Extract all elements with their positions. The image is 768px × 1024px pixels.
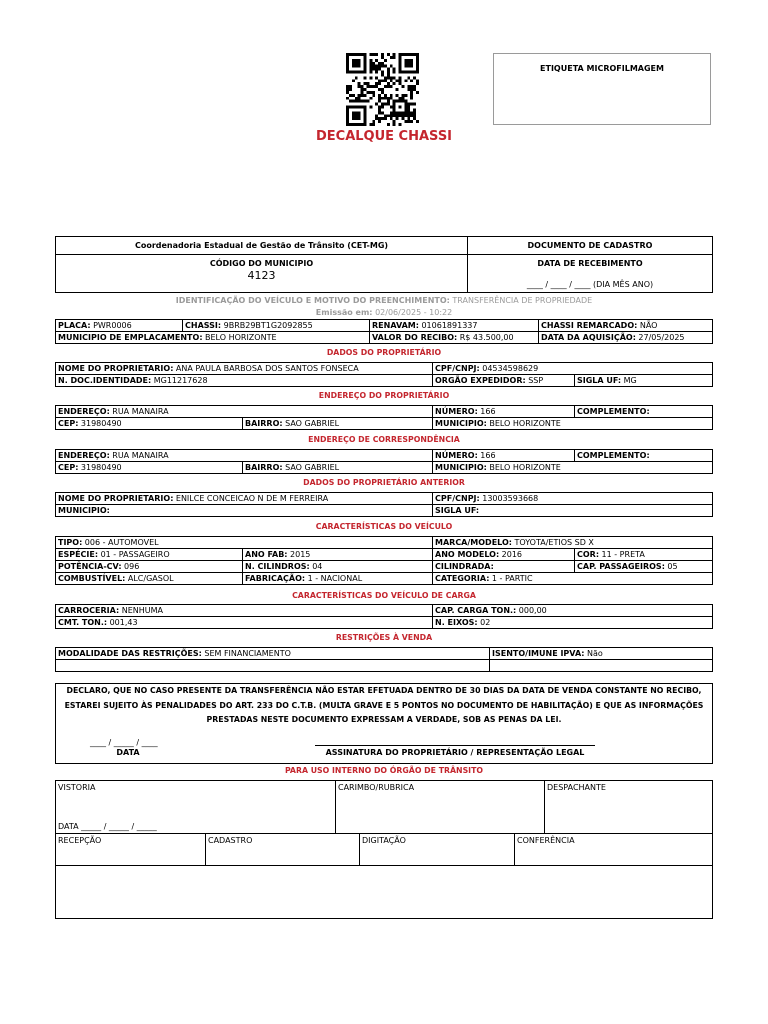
field-value: 2016	[501, 550, 523, 559]
field-label: ANO FAB:	[245, 550, 288, 559]
municipio-code-cell	[56, 255, 468, 292]
microfilm-label: ETIQUETA MICROFILMAGEM	[540, 64, 664, 73]
field-value: 2015	[290, 550, 311, 559]
field-ano-modelo	[433, 549, 575, 561]
field-label: ANO MODELO:	[435, 550, 500, 559]
field-municipio	[433, 462, 713, 474]
field-label: FABRICAÇÃO:	[245, 574, 306, 583]
field-label: ORGÃO EXPEDIDOR:	[435, 376, 526, 385]
document-title: DECALQUE CHASSI	[315, 129, 453, 144]
field-numero	[433, 406, 575, 418]
document-type: DOCUMENTO DE CADASTRO	[527, 241, 653, 250]
field-value: RUA MANAIRA	[112, 451, 169, 460]
field-complemento	[575, 450, 713, 462]
field-label: MARCA/MODELO:	[435, 538, 512, 547]
identification-label: IDENTIFICAÇÃO DO VEÍCULO E MOTIVO DO PREENCHIMENTO:	[175, 296, 450, 305]
recepcao-label: RECEPÇÃO	[58, 836, 102, 845]
field-municipio	[433, 418, 713, 430]
field-label: CMT. TON.:	[58, 618, 108, 627]
receipt-date-blank: ____ / ____ / ____ (DIA MÊS ANO)	[526, 280, 654, 289]
field-previous-owner-municipio	[56, 505, 433, 517]
field-label: CAP. PASSAGEIROS:	[577, 562, 665, 571]
field-value: 1 - NACIONAL	[307, 574, 363, 583]
field-endereco	[56, 406, 433, 418]
emission-label: Emissão em:	[315, 308, 373, 317]
field-label: BAIRRO:	[245, 419, 283, 428]
field-value: NÃO	[639, 321, 658, 330]
section-title-cargo: CARACTERÍSTICAS DO VEÍCULO DE CARGA	[292, 591, 476, 600]
field-value: 1 - PARTIC	[491, 574, 533, 583]
field-label: MUNICIPIO:	[435, 419, 487, 428]
microfilm-label-box	[493, 53, 711, 125]
field-label: ENDEREÇO:	[58, 451, 110, 460]
field-value: SAO GABRIEL	[285, 463, 340, 472]
field-label: CATEGORIA:	[435, 574, 490, 583]
field-owner-doc	[56, 375, 433, 387]
field-especie	[56, 549, 243, 561]
receipt-date-label: DATA DE RECEBIMENTO	[537, 259, 643, 268]
field-value: RUA MANAIRA	[112, 407, 169, 416]
section-title-owner: DADOS DO PROPRIETÁRIO	[326, 348, 442, 357]
field-label: VALOR DO RECIBO:	[372, 333, 458, 342]
field-owner-name	[56, 363, 433, 375]
field-label: CEP:	[58, 419, 79, 428]
field-cap-carga	[433, 605, 713, 617]
field-label: COMBUSTÍVEL:	[58, 574, 126, 583]
field-value: 04	[312, 562, 323, 571]
declaration-line: ESTAREI SUJEITO ÀS PENALIDADES DO ART. 233 DO C.T.B. (MULTA GRAVE E 5 PONTOS NO DOCUMENTO DE HABILITAÇÃO) E QUE AS INFORMAÇÕES	[64, 700, 704, 710]
despachante-label: DESPACHANTE	[547, 783, 606, 792]
field-label: MUNICIPIO DE EMPLACAMENTO:	[58, 333, 203, 342]
field-label: SIGLA UF:	[435, 506, 480, 515]
declaration-date-blank: ____ / _____ / ____	[90, 738, 158, 747]
agency-name: Coordenadoria Estadual de Gestão de Trânsito (CET-MG)	[56, 237, 468, 254]
conferencia-label: CONFERÊNCIA	[517, 836, 575, 845]
previous-owner-table	[55, 492, 713, 517]
empty-cell	[490, 660, 713, 672]
municipio-code: 4123	[247, 269, 276, 282]
vehicle-identification-table	[55, 319, 713, 344]
field-cilindrada	[433, 561, 575, 573]
field-value: NENHUMA	[121, 606, 163, 615]
field-bairro	[243, 462, 433, 474]
vehicle-characteristics-table	[55, 536, 713, 585]
field-label: COMPLEMENTO:	[577, 407, 650, 416]
field-label: NÚMERO:	[435, 451, 478, 460]
field-ano-fab	[243, 549, 433, 561]
declaration-date-label: DATA	[116, 748, 140, 757]
field-cap-passageiros	[575, 561, 713, 573]
field-label: ENDEREÇO:	[58, 407, 110, 416]
cadastro-label: CADASTRO	[208, 836, 253, 845]
internal-use-blank-row	[56, 866, 712, 917]
receipt-date-cell	[468, 255, 712, 292]
cargo-table	[55, 604, 713, 629]
qr-code	[346, 53, 419, 126]
field-label: CHASSI REMARCADO:	[541, 321, 638, 330]
field-placa	[56, 320, 183, 332]
field-marca-modelo	[433, 537, 713, 549]
field-label: COMPLEMENTO:	[577, 451, 650, 460]
field-label: N. CILINDROS:	[245, 562, 310, 571]
field-potencia	[56, 561, 243, 573]
signature-label: ASSINATURA DO PROPRIETÁRIO / REPRESENTAÇÃO LEGAL	[325, 748, 585, 757]
field-value: 02	[480, 618, 491, 627]
field-value: MG11217628	[153, 376, 208, 385]
field-value: 166	[480, 451, 496, 460]
field-combustivel	[56, 573, 243, 585]
field-label: NOME DO PROPRIETARIO:	[58, 494, 174, 503]
field-cep	[56, 418, 243, 430]
municipio-code-label: CÓDIGO DO MUNICIPIO	[209, 259, 314, 268]
carimbo-label: CARIMBO/RUBRICA	[338, 783, 415, 792]
field-carroceria	[56, 605, 433, 617]
field-label: CAP. CARGA TON.:	[435, 606, 517, 615]
digitacao-label: DIGITAÇÃO	[362, 836, 406, 845]
field-tipo	[56, 537, 433, 549]
vistoria-date-blank: DATA _____ / _____ / _____	[58, 822, 157, 831]
field-value: 000,00	[518, 606, 547, 615]
field-value: SEM FINANCIAMENTO	[204, 649, 291, 658]
field-label: CILINDRADA:	[435, 562, 494, 571]
field-value: 006 - AUTOMOVEL	[84, 538, 159, 547]
field-value: 31980490	[80, 419, 122, 428]
field-valor-recibo	[370, 332, 539, 344]
field-previous-owner-uf	[433, 505, 713, 517]
cell-vistoria	[56, 781, 336, 833]
field-value: BELO HORIZONTE	[205, 333, 277, 342]
field-previous-owner-cpf	[433, 493, 713, 505]
field-value: 05	[667, 562, 678, 571]
field-owner-orgao	[433, 375, 575, 387]
emission-value: 02/06/2025 - 10:22	[375, 308, 453, 317]
field-cep	[56, 462, 243, 474]
field-value: SAO GABRIEL	[285, 419, 340, 428]
field-isento-ipva	[490, 648, 713, 660]
field-label: CPF/CNPJ:	[435, 364, 480, 373]
field-value: 27/05/2025	[638, 333, 685, 342]
field-value: 001,43	[109, 618, 138, 627]
field-label: SIGLA UF:	[577, 376, 622, 385]
field-value: 01061891337	[421, 321, 478, 330]
field-label: ESPÉCIE:	[58, 550, 99, 559]
section-title-previous-owner: DADOS DO PROPRIETÁRIO ANTERIOR	[303, 478, 465, 487]
identification-line	[55, 296, 713, 306]
field-value: BELO HORIZONTE	[489, 463, 561, 472]
field-chassi-remarcado	[539, 320, 713, 332]
field-value: 9BRB29BT1G2092855	[223, 321, 313, 330]
field-label: N. DOC.IDENTIDADE:	[58, 376, 152, 385]
vistoria-label: VISTORIA	[58, 783, 96, 792]
field-complemento	[575, 406, 713, 418]
cell-conferencia	[515, 834, 712, 865]
field-label: ISENTO/IMUNE IPVA:	[492, 649, 585, 658]
field-bairro	[243, 418, 433, 430]
field-previous-owner-name	[56, 493, 433, 505]
field-value: R$ 43.500,00	[459, 333, 514, 342]
field-label: CHASSI:	[185, 321, 222, 330]
field-value: SSP	[528, 376, 544, 385]
cell-cadastro	[206, 834, 360, 865]
cell-recepcao	[56, 834, 206, 865]
field-value: ANA PAULA BARBOSA DOS SANTOS FONSECA	[175, 364, 359, 373]
field-renavam	[370, 320, 539, 332]
section-title-restrictions: RESTRIÇÕES À VENDA	[335, 633, 433, 642]
declaration-line: DECLARO, QUE NO CASO PRESENTE DA TRANSFERÊNCIA NÃO ESTAR EFETUADA DENTRO DE 30 DIAS DA DATA DE VENDA CONSTANTE NO RECIBO,	[66, 686, 702, 695]
field-label: POTÊNCIA-CV:	[58, 562, 122, 571]
field-value: 13003593668	[482, 494, 539, 503]
field-label: COR:	[577, 550, 600, 559]
field-label: TIPO:	[58, 538, 83, 547]
field-label: N. EIXOS:	[435, 618, 478, 627]
declaration-line: PRESTADAS NESTE DOCUMENTO EXPRESSAM A VERDADE, SOB AS PENAS DA LEI.	[206, 715, 562, 724]
header-table	[55, 236, 713, 293]
field-categoria	[433, 573, 713, 585]
field-label: CARROCERIA:	[58, 606, 120, 615]
field-label: NÚMERO:	[435, 407, 478, 416]
field-value: 01 - PASSAGEIRO	[100, 550, 170, 559]
field-label: BAIRRO:	[245, 463, 283, 472]
owner-address-table	[55, 405, 713, 430]
field-value: 096	[124, 562, 140, 571]
signature-line	[315, 745, 595, 746]
restrictions-table	[55, 647, 713, 672]
field-label: PLACA:	[58, 321, 91, 330]
field-label: CPF/CNPJ:	[435, 494, 480, 503]
field-value: MG	[623, 376, 637, 385]
field-label: NOME DO PROPRIETARIO:	[58, 364, 174, 373]
field-fabricacao	[243, 573, 433, 585]
field-label: MODALIDADE DAS RESTRIÇÕES:	[58, 649, 202, 658]
owner-table	[55, 362, 713, 387]
cell-carimbo	[336, 781, 545, 833]
field-modalidade-restricoes	[56, 648, 490, 660]
field-eixos	[433, 617, 713, 629]
cell-despachante	[545, 781, 712, 833]
field-cmt	[56, 617, 433, 629]
field-label: DATA DA AQUISIÇÃO:	[541, 333, 636, 342]
field-value: 166	[480, 407, 496, 416]
field-value: TOYOTA/ETIOS SD X	[514, 538, 594, 547]
section-title-mailing-address: ENDEREÇO DE CORRESPONDÊNCIA	[308, 435, 460, 444]
section-title-internal-use: PARA USO INTERNO DO ÓRGÃO DE TRÂNSITO	[284, 766, 484, 775]
identification-value: TRANSFERÊNCIA DE PROPRIEDADE	[452, 296, 593, 305]
field-value: 04534598629	[482, 364, 539, 373]
field-value: PWR0006	[93, 321, 132, 330]
field-owner-cpf	[433, 363, 713, 375]
section-title-vehicle: CARACTERÍSTICAS DO VEÍCULO	[315, 522, 453, 531]
emission-line	[55, 308, 713, 318]
field-label: CEP:	[58, 463, 79, 472]
field-label: MUNICIPIO:	[58, 506, 110, 515]
field-data-aquisicao	[539, 332, 713, 344]
mailing-address-table	[55, 449, 713, 474]
field-cor	[575, 549, 713, 561]
field-label: RENAVAM:	[372, 321, 419, 330]
field-value: 31980490	[80, 463, 122, 472]
internal-use-table	[55, 780, 713, 919]
section-title-owner-address: ENDEREÇO DO PROPRIETÁRIO	[318, 391, 450, 400]
field-chassi	[183, 320, 370, 332]
field-endereco	[56, 450, 433, 462]
field-municipio-emplacamento	[56, 332, 370, 344]
field-label: MUNICIPIO:	[435, 463, 487, 472]
field-numero	[433, 450, 575, 462]
field-value: 11 - PRETA	[601, 550, 645, 559]
field-value: BELO HORIZONTE	[489, 419, 561, 428]
cell-digitacao	[360, 834, 515, 865]
field-value: ALC/GASOL	[127, 574, 174, 583]
empty-cell	[56, 660, 490, 672]
field-cilindros	[243, 561, 433, 573]
field-owner-uf	[575, 375, 713, 387]
field-value: Não	[586, 649, 603, 658]
field-value: ENILCE CONCEICAO N DE M FERREIRA	[175, 494, 329, 503]
